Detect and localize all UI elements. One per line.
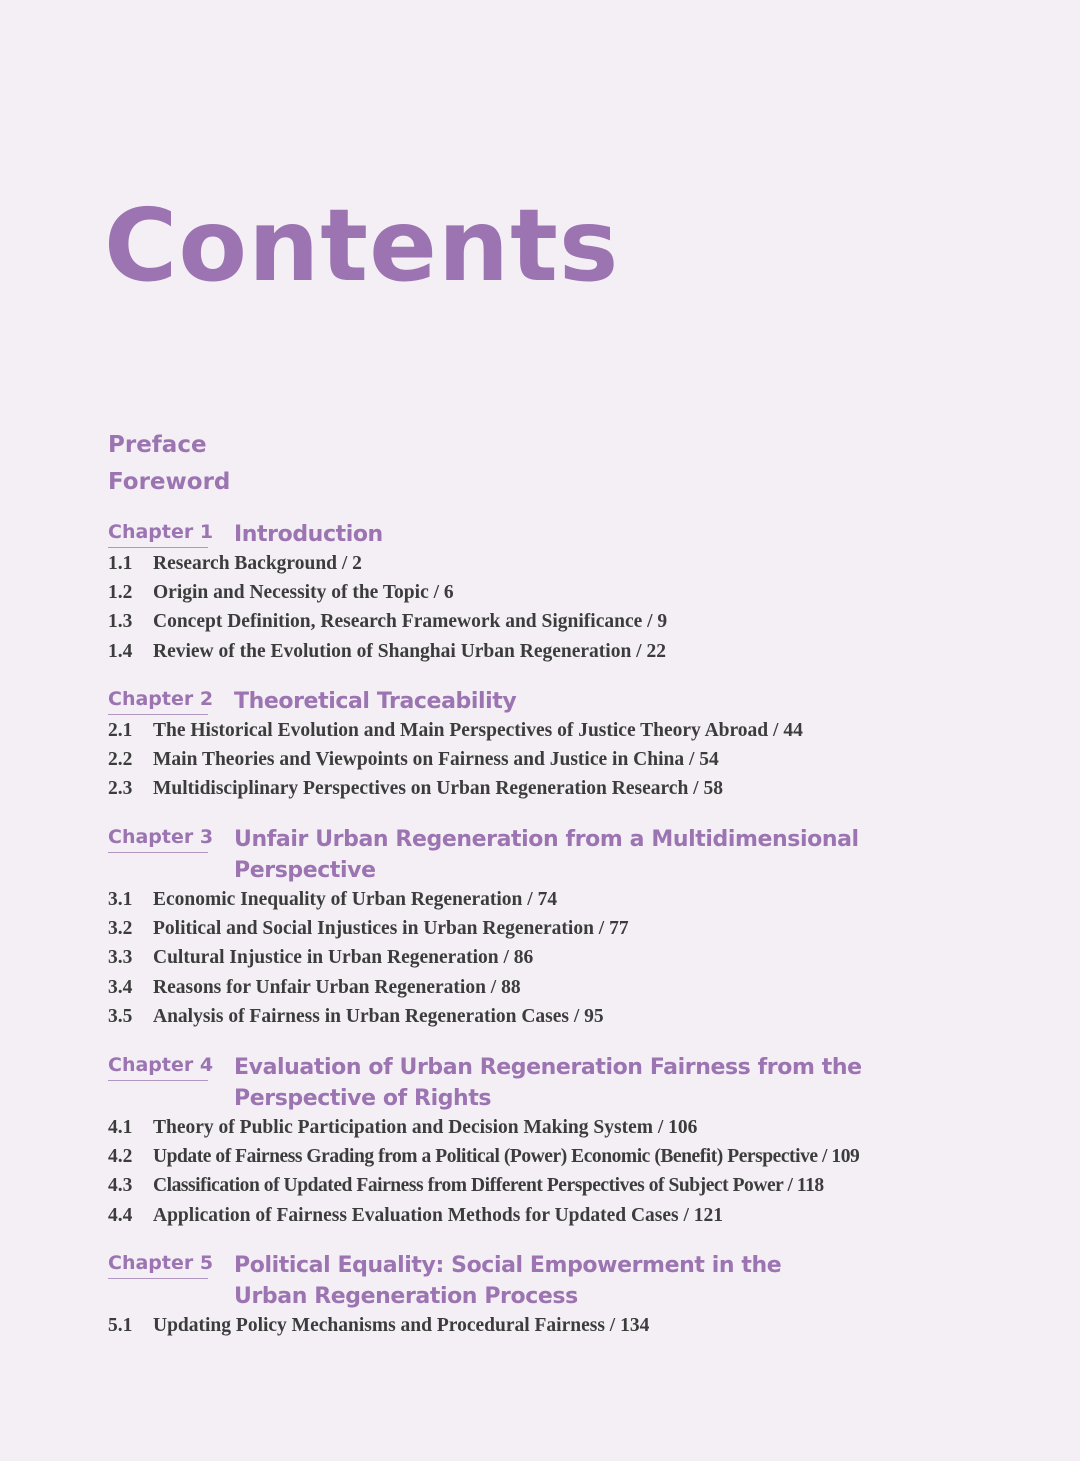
section-title: The Historical Evolution and Main Perspectives of Justice Theory Abroad / 44 xyxy=(153,720,803,741)
section-title: Theory of Public Participation and Decision Making System / 106 xyxy=(153,1117,698,1138)
section-number: 4.2 xyxy=(108,1146,133,1168)
chapter-heading[interactable] xyxy=(108,1250,968,1312)
section-title: Updating Policy Mechanisms and Procedural Fairness / 134 xyxy=(153,1315,650,1336)
section-entry[interactable] xyxy=(108,553,968,582)
chapter-label: Chapter 5 xyxy=(108,1250,208,1279)
section-list xyxy=(108,1117,968,1234)
section-title: Multidisciplinary Perspectives on Urban Regeneration Research / 58 xyxy=(153,778,723,800)
section-title: Update of Fairness Grading from a Political (Power) Economic (Benefit) Perspective / 109 xyxy=(153,1146,860,1168)
section-entry[interactable] xyxy=(108,1146,968,1175)
section-title: Review of the Evolution of Shanghai Urban Regeneration / 22 xyxy=(153,640,666,662)
chapter-label: Chapter 3 xyxy=(108,824,208,853)
section-entry[interactable] xyxy=(108,720,968,749)
section-entry[interactable] xyxy=(108,749,968,778)
section-number: 1.3 xyxy=(108,611,133,633)
section-title: Application of Fairness Evaluation Methods for Updated Cases / 121 xyxy=(153,1204,724,1226)
section-number: 1.2 xyxy=(108,582,133,604)
section-title: Analysis of Fairness in Urban Regeneration Cases / 95 xyxy=(153,1005,604,1027)
section-number: 2.2 xyxy=(108,749,133,771)
section-entry[interactable] xyxy=(108,1315,968,1344)
chapter-title: Theoretical Traceability xyxy=(234,689,517,714)
chapter-4 xyxy=(108,1052,968,1234)
section-list xyxy=(108,1315,968,1344)
chapter-title: Evaluation of Urban Regeneration Fairness from the Perspective of Rights xyxy=(234,1055,862,1111)
chapter-heading[interactable] xyxy=(108,824,968,886)
chapter-heading[interactable] xyxy=(108,1052,968,1114)
section-entry[interactable] xyxy=(108,977,968,1006)
section-entry[interactable] xyxy=(108,778,968,807)
chapter-title: Unfair Urban Regeneration from a Multidimensional Perspective xyxy=(234,827,859,883)
section-entry[interactable] xyxy=(108,889,968,918)
section-title: Political and Social Injustices in Urban Regeneration / 77 xyxy=(153,918,629,940)
section-number: 1.4 xyxy=(108,640,133,662)
section-entry[interactable] xyxy=(108,641,968,670)
chapter-heading[interactable] xyxy=(108,519,968,550)
section-number: 2.3 xyxy=(108,778,133,800)
section-list xyxy=(108,553,968,670)
page-title: Contents xyxy=(104,187,620,304)
section-title: Cultural Injustice in Urban Regeneration / 86 xyxy=(153,947,534,969)
section-number: 3.1 xyxy=(108,889,133,910)
section-list xyxy=(108,889,968,1035)
section-number: 4.3 xyxy=(108,1175,133,1197)
chapter-label: Chapter 4 xyxy=(108,1052,208,1081)
chapter-3 xyxy=(108,824,968,1035)
section-entry[interactable] xyxy=(108,947,968,976)
section-number: 3.2 xyxy=(108,918,133,940)
preface-entry[interactable]: Preface xyxy=(108,432,207,458)
chapter-label: Chapter 2 xyxy=(108,686,208,715)
section-entry[interactable] xyxy=(108,582,968,611)
section-title: Classification of Updated Fairness from Different Perspectives of Subject Power / 118 xyxy=(153,1175,824,1197)
section-entry[interactable] xyxy=(108,1175,968,1204)
section-number: 3.4 xyxy=(108,976,133,998)
section-title: Economic Inequality of Urban Regeneration / 74 xyxy=(153,889,558,910)
chapter-title: Political Equality: Social Empowerment in the Urban Regeneration Process xyxy=(234,1253,782,1309)
section-number: 3.3 xyxy=(108,947,133,969)
section-entry[interactable] xyxy=(108,918,968,947)
section-number: 4.4 xyxy=(108,1204,133,1226)
section-entry[interactable] xyxy=(108,611,968,640)
chapter-heading[interactable] xyxy=(108,686,968,717)
chapter-2 xyxy=(108,686,968,808)
section-entry[interactable] xyxy=(108,1205,968,1234)
section-number: 2.1 xyxy=(108,720,133,741)
chapter-1 xyxy=(108,519,968,670)
section-number: 3.5 xyxy=(108,1005,133,1027)
foreword-entry[interactable]: Foreword xyxy=(108,469,231,495)
section-entry[interactable] xyxy=(108,1006,968,1035)
chapter-5 xyxy=(108,1250,968,1344)
chapter-title: Introduction xyxy=(234,522,383,547)
section-title: Concept Definition, Research Framework and Significance / 9 xyxy=(153,611,668,633)
section-title: Main Theories and Viewpoints on Fairness and Justice in China / 54 xyxy=(153,749,719,771)
section-list xyxy=(108,720,968,808)
section-title: Origin and Necessity of the Topic / 6 xyxy=(153,582,454,604)
section-title: Reasons for Unfair Urban Regeneration / 88 xyxy=(153,976,521,998)
section-title: Research Background / 2 xyxy=(153,553,362,574)
section-number: 5.1 xyxy=(108,1315,133,1336)
section-number: 4.1 xyxy=(108,1117,133,1138)
chapter-label: Chapter 1 xyxy=(108,519,208,548)
section-entry[interactable] xyxy=(108,1117,968,1146)
section-number: 1.1 xyxy=(108,553,133,574)
